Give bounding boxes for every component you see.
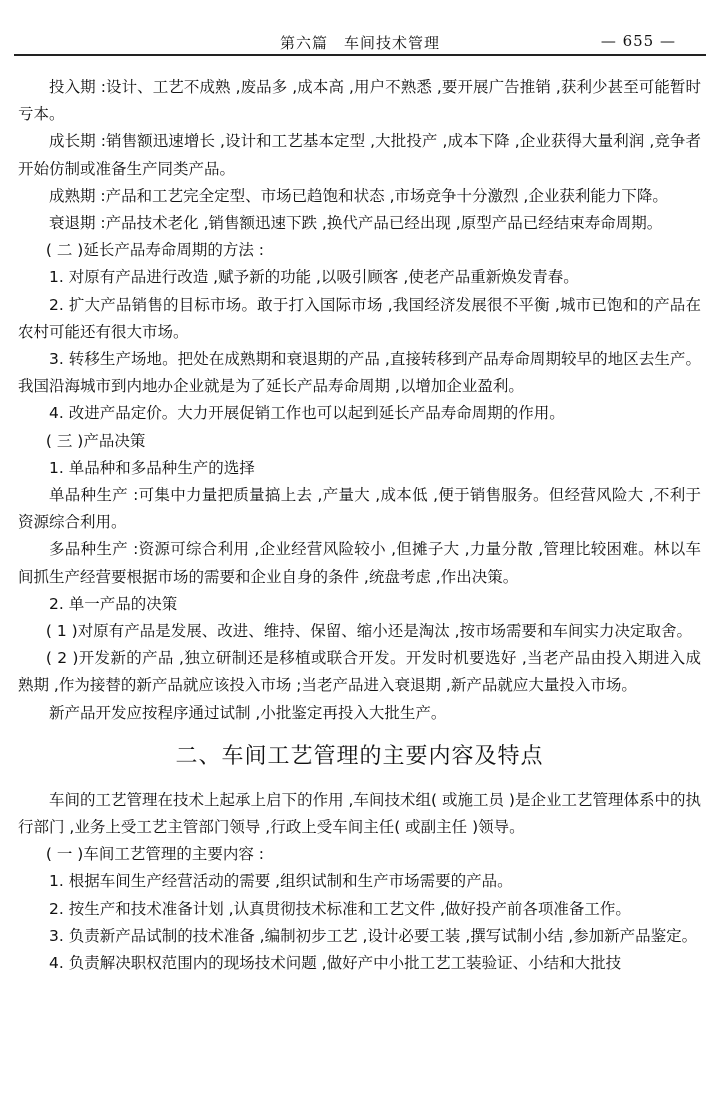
paragraph: 成熟期 :产品和工艺完全定型、市场已趋饱和状态 ,市场竞争十分激烈 ,企业获利能力下降。	[49, 186, 668, 205]
page-number: — 655 —	[600, 32, 676, 50]
subsection-heading: ( 一 )车间工艺管理的主要内容 :	[45, 845, 264, 864]
list-item: 1. 单品种和多品种生产的选择	[49, 458, 255, 477]
list-item: ( 2 )开发新的产品 ,独立研制还是移植或联合开发。开发时机要选好 ,当老产品由投入期进入成熟期 ,作为接替的新产品就应该投入市场 ;当老产品进入衰退期 ,新产品就应大量投入市场。	[18, 649, 701, 695]
paragraph: 车间的工艺管理在技术上起承上启下的作用 ,车间技术组( 或施工员 )是企业工艺管理体系中的执行部门 ,业务上受工艺主管部门领导 ,行政上受车间主任( 或副主任 )领导。	[18, 790, 701, 837]
page-body	[18, 74, 701, 977]
paragraph: 新产品开发应按程序通过试制 ,小批鉴定再投入大批生产。	[49, 703, 447, 722]
list-item: ( 1 )对原有产品是发展、改进、维持、保留、缩小还是淘汰 ,按市场需要和车间实力决定取舍。	[45, 622, 693, 641]
paragraph: 单品种生产 :可集中力量把质量搞上去 ,产量大 ,成本低 ,便于销售服务。但经营风险大 ,不利于资源综合利用。	[18, 486, 701, 532]
subsection-heading: ( 二 )延长产品寿命周期的方法 :	[45, 241, 264, 260]
list-item: 2. 扩大产品销售的目标市场。敢于打入国际市场 ,我国经济发展很不平衡 ,城市已饱和的产品在农村可能还有很大市场。	[18, 295, 701, 341]
list-item: 4. 改进产品定价。大力开展促销工作也可以起到延长产品寿命周期的作用。	[49, 404, 565, 423]
list-item: 1. 根据车间生产经营活动的需要 ,组织试制和生产市场需要的产品。	[49, 872, 513, 891]
section-heading: 二、车间工艺管理的主要内容及特点	[175, 743, 544, 769]
page-header	[14, 30, 706, 56]
list-item: 3. 转移生产场地。把处在成熟期和衰退期的产品 ,直接转移到产品寿命周期较早的地区去生产。我国沿海城市到内地办企业就是为了延长产品寿命周期 ,以增加企业盈利。	[18, 350, 701, 396]
list-item: 2. 按生产和技术准备计划 ,认真贯彻技术标准和工艺文件 ,做好投产前各项准备工作。	[49, 899, 631, 918]
paragraph: 多品种生产 :资源可综合利用 ,企业经营风险较小 ,但摊子大 ,力量分散 ,管理比较困难。林以车间抓生产经营要根据市场的需要和企业自身的条件 ,统盘考虑 ,作出决策。	[18, 540, 701, 586]
list-item: 3. 负责新产品试制的技术准备 ,编制初步工艺 ,设计必要工装 ,撰写试制小结 ,参加新产品鉴定。	[49, 926, 698, 945]
list-item: 4. 负责解决职权范围内的现场技术问题 ,做好产中小批工艺工装验证、小结和大批技	[49, 954, 622, 973]
list-item: 2. 单一产品的决策	[49, 594, 178, 613]
paragraph: 投入期 :设计、工艺不成熟 ,废品多 ,成本高 ,用户不熟悉 ,要开展广告推销 ,获利少甚至可能暂时亏本。	[18, 78, 701, 124]
subsection-heading: ( 三 )产品决策	[45, 431, 146, 450]
paragraph: 成长期 :销售额迅速增长 ,设计和工艺基本定型 ,大批投产 ,成本下降 ,企业获得大量利润 ,竞争者开始仿制或准备生产同类产品。	[18, 132, 701, 178]
list-item: 1. 对原有产品进行改造 ,赋予新的功能 ,以吸引顾客 ,使老产品重新焕发青春。	[49, 268, 579, 287]
paragraph: 衰退期 :产品技术老化 ,销售额迅速下跌 ,换代产品已经出现 ,原型产品已经结束寿命周期。	[49, 214, 663, 233]
chapter-title: 第六篇 车间技术管理	[279, 34, 440, 52]
